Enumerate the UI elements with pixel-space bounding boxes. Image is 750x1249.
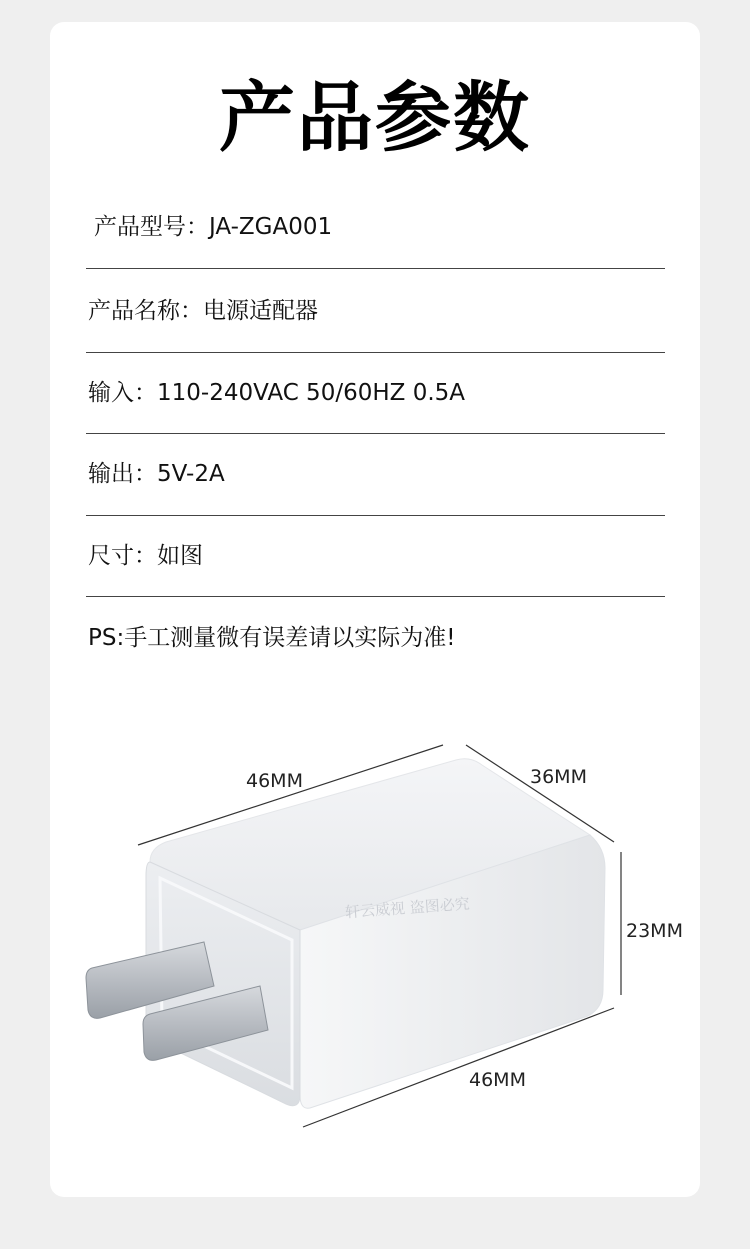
- spec-value: 如图: [157, 543, 203, 569]
- spec-label: 输出：: [88, 461, 157, 487]
- dim-height: 23MM: [626, 920, 683, 942]
- dim-width: 36MM: [530, 766, 587, 788]
- spec-value: 5V-2A: [157, 461, 225, 487]
- spec-label: 输入：: [88, 380, 157, 406]
- spec-value: JA-ZGA001: [209, 214, 333, 240]
- spec-value: 电源适配器: [203, 298, 318, 324]
- measurement-note: PS:手工测量微有误差请以实际为准!: [88, 625, 456, 651]
- spec-value: 110-240VAC 50/60HZ 0.5A: [157, 380, 466, 406]
- dim-length-top: 46MM: [246, 770, 303, 792]
- spec-label: 产品名称：: [88, 298, 203, 324]
- spec-label: 尺寸：: [88, 543, 157, 569]
- spec-label: 产品型号：: [94, 214, 209, 240]
- dim-length-bottom: 46MM: [469, 1069, 526, 1091]
- page-title: 产品参数: [219, 73, 531, 162]
- watermark: 轩云威视 盗图必究: [344, 894, 471, 922]
